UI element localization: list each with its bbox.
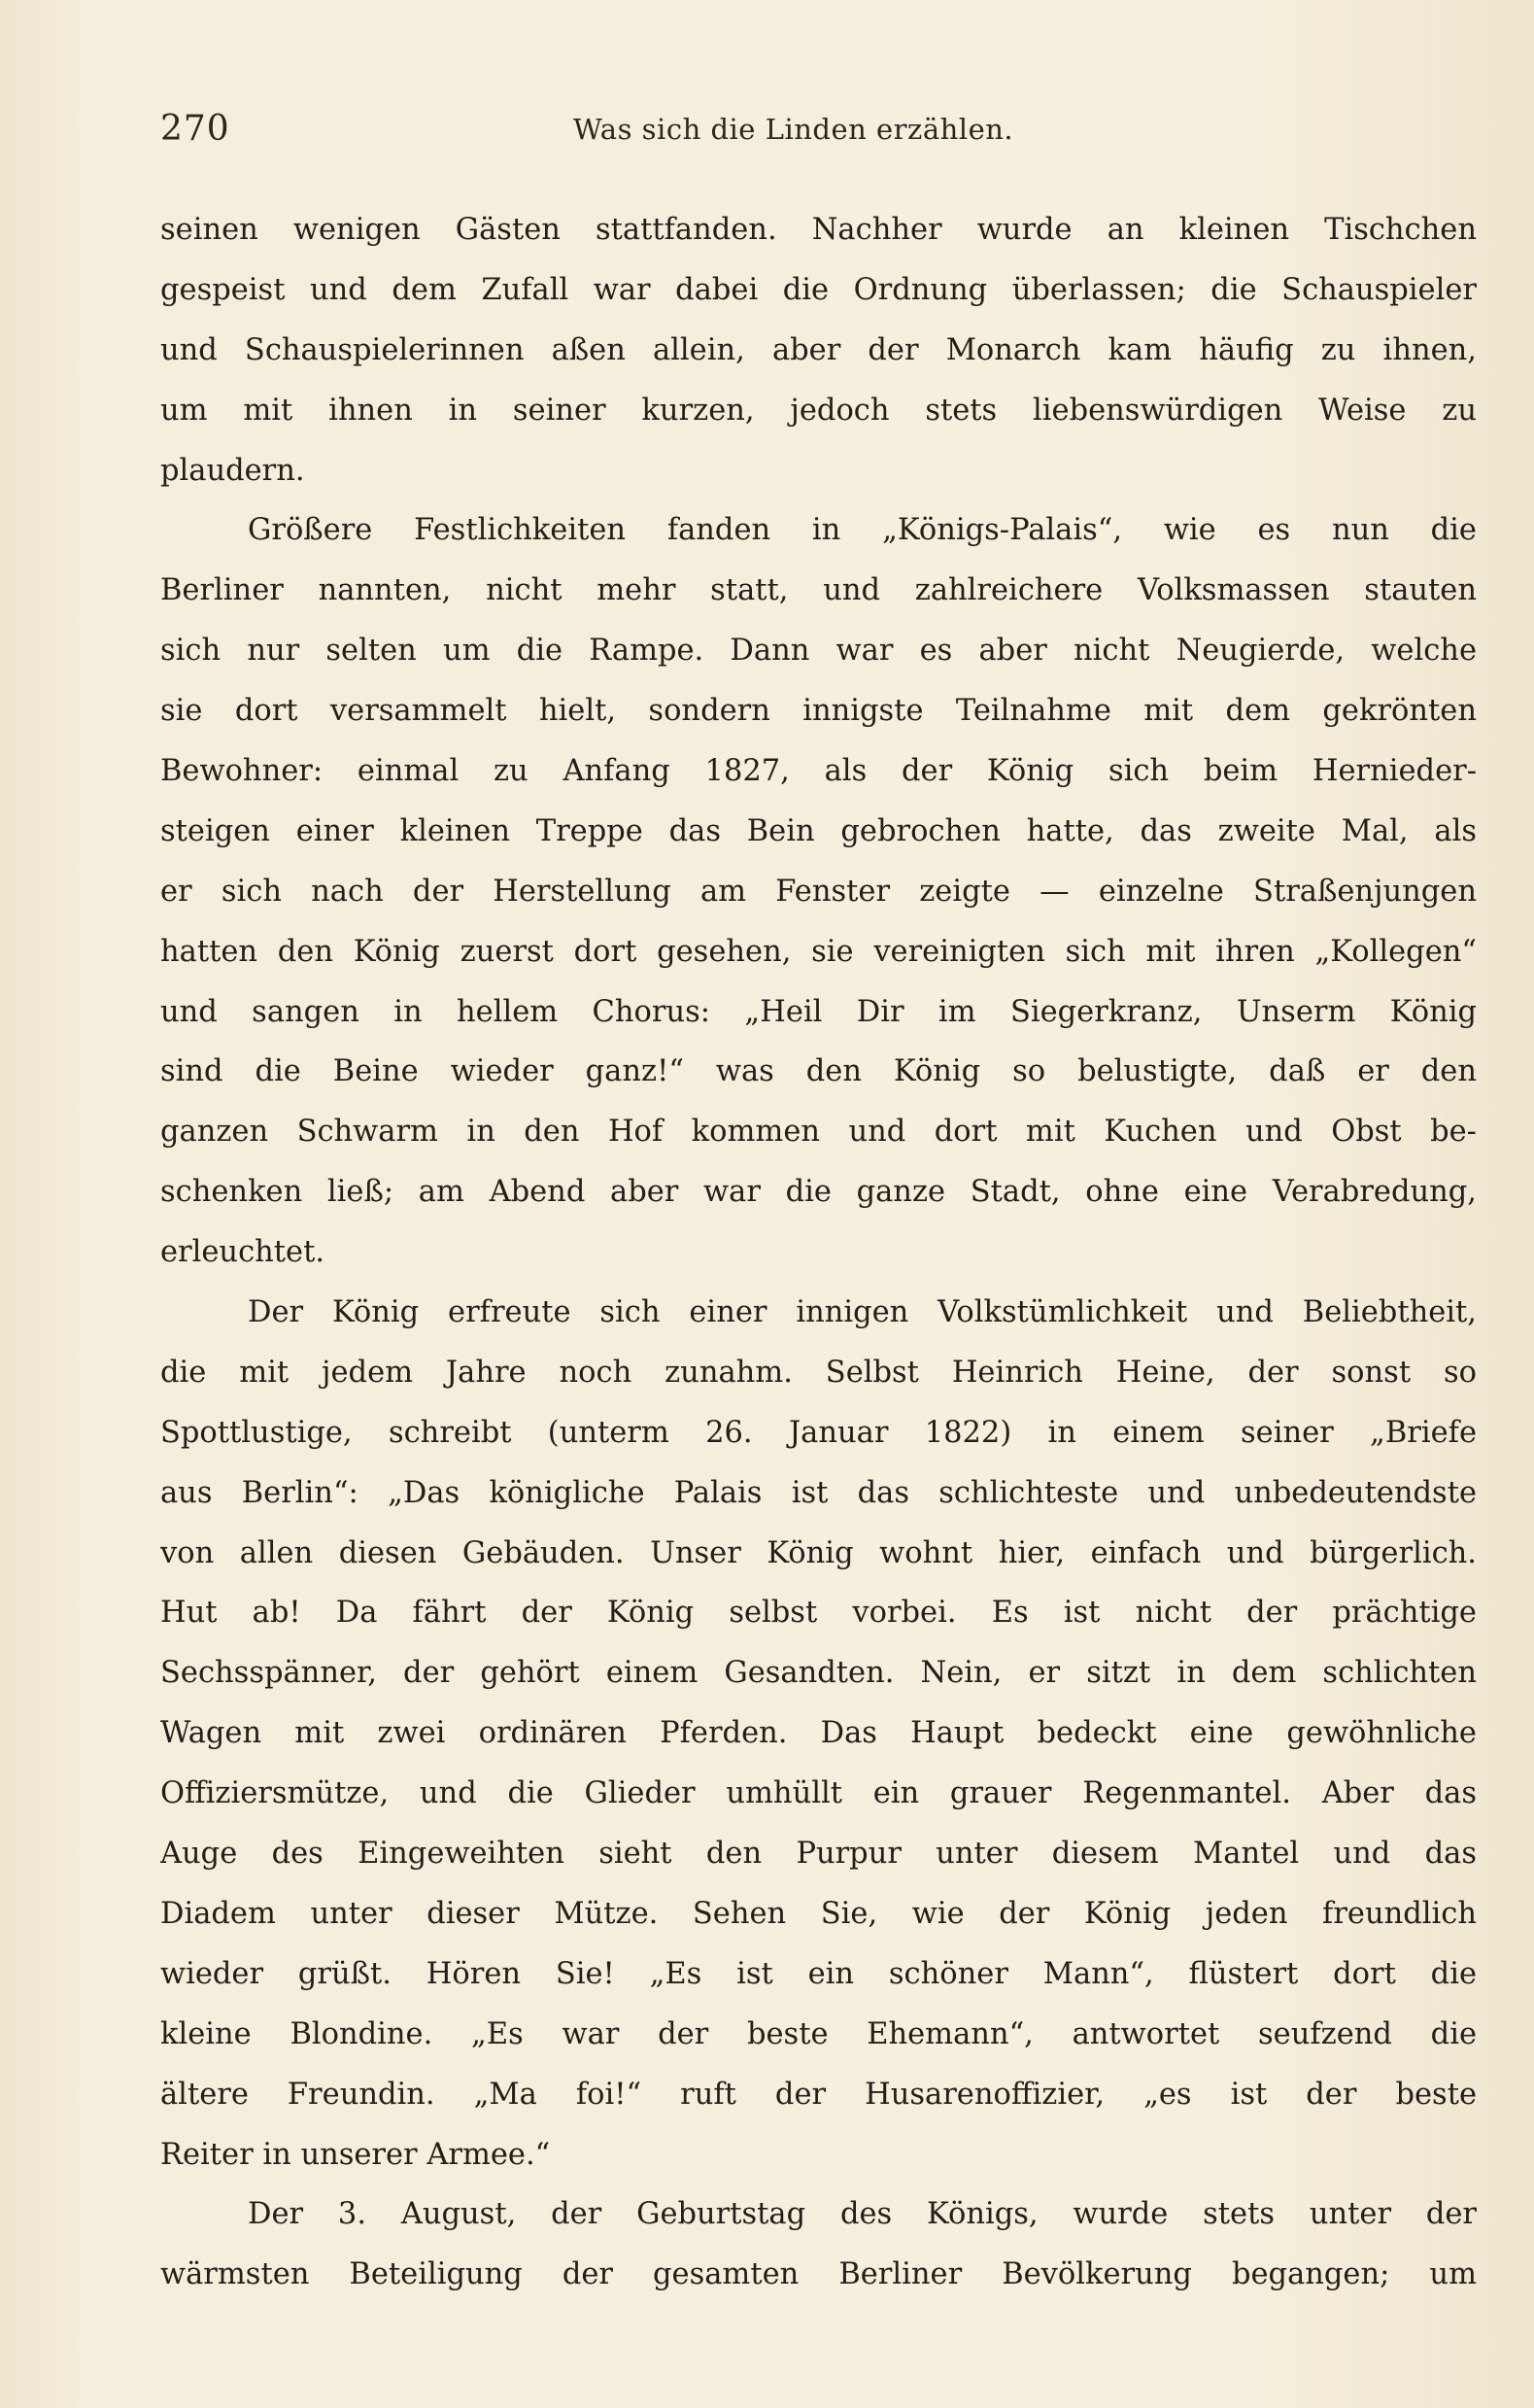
text-line: von allen diesen Gebäuden. Unser König wohnt hier, einfach und bürgerlich. <box>160 1535 1477 1570</box>
text-line: und sangen in hellem Chorus: „Heil Dir im Siegerkranz, Unserm König <box>160 994 1477 1029</box>
text-line: steigen einer kleinen Treppe das Bein gebrochen hatte, das zweite Mal, als <box>160 813 1477 848</box>
text-line: Diadem unter dieser Mütze. Sehen Sie, wie der König jeden freundlich <box>160 1896 1477 1931</box>
text-line: ältere Freundin. „Ma foi!“ ruft der Husarenoffizier, „es ist der beste <box>160 2077 1477 2112</box>
text-line: Wagen mit zwei ordinären Pferden. Das Haupt bedeckt eine gewöhnliche <box>160 1716 1477 1751</box>
text-line: kleine Blondine. „Es war der beste Ehemann“, antwortet seufzend die <box>160 2016 1477 2051</box>
text-line: sie dort versammelt hielt, sondern innigste Teilnahme mit dem gekrönten <box>160 694 1477 729</box>
text-line: Spottlustige, schreibt (unterm 26. Januar 1822) in einem seiner „Briefe <box>160 1415 1477 1450</box>
text-line: sind die Beine wieder ganz!“ was den König so belustigte, daß er den <box>160 1054 1477 1089</box>
text-line: Auge des Eingeweihten sieht den Purpur unter diesem Mantel und das <box>160 1837 1477 1872</box>
text-line: wieder grüßt. Hören Sie! „Es ist ein schöner Mann“, flüstert dort die <box>160 1956 1477 1991</box>
text-line: Bewohner: einmal zu Anfang 1827, als der König sich beim Hernieder- <box>160 754 1477 789</box>
text-line: Reiter in unserer Armee.“ <box>160 2137 551 2172</box>
text-line: die mit jedem Jahre noch zunahm. Selbst Heinrich Heine, der sonst so <box>160 1355 1477 1390</box>
text-line: Offiziersmütze, und die Glieder umhüllt ein grauer Regenmantel. Aber das <box>160 1776 1477 1811</box>
text-line: Hut ab! Da fährt der König selbst vorbei. Es ist nicht der prächtige <box>160 1596 1477 1631</box>
text-line: Der 3. August, der Geburtstag des Königs, wurde stets unter der <box>248 2197 1477 2232</box>
text-line: Sechsspänner, der gehört einem Gesandten. Nein, er sitzt in dem schlichten <box>160 1656 1477 1691</box>
page-header <box>160 109 1477 157</box>
text-line: er sich nach der Herstellung am Fenster zeigte — einzelne Straßenjungen <box>160 874 1477 909</box>
text-line: Größere Festlichkeiten fanden in „Königs-Palais“, wie es nun die <box>248 513 1477 548</box>
text-line: sich nur selten um die Rampe. Dann war es aber nicht Neugierde, welche <box>160 634 1477 669</box>
page-number: 270 <box>160 109 230 149</box>
text-line: um mit ihnen in seiner kurzen, jedoch stets liebenswürdigen Weise zu <box>160 393 1477 428</box>
text-line: ganzen Schwarm in den Hof kommen und dort mit Kuchen und Obst be- <box>160 1115 1477 1150</box>
text-line: wärmsten Beteiligung der gesamten Berliner Bevölkerung begangen; um <box>160 2257 1477 2292</box>
text-line: und Schauspielerinnen aßen allein, aber der Monarch kam häufig zu ihnen, <box>160 332 1477 367</box>
text-line: aus Berlin“: „Das königliche Palais ist das schlichteste und unbedeutendste <box>160 1475 1477 1510</box>
text-line: plaudern. <box>160 453 305 488</box>
text-line: gespeist und dem Zufall war dabei die Ordnung überlassen; die Schauspieler <box>160 272 1477 307</box>
body-text <box>160 200 1477 2305</box>
text-line: erleuchtet. <box>160 1235 325 1270</box>
text-line: schenken ließ; am Abend aber war die ganze Stadt, ohne eine Verabredung, <box>160 1175 1477 1210</box>
running-title: Was sich die Linden erzählen. <box>573 113 1014 146</box>
text-line: Berliner nannten, nicht mehr statt, und zahlreichere Volksmassen stauten <box>160 573 1477 608</box>
text-line: Der König erfreute sich einer innigen Volkstümlichkeit und Beliebtheit, <box>248 1295 1477 1330</box>
text-line: seinen wenigen Gästen stattfanden. Nachher wurde an kleinen Tischchen <box>160 213 1477 247</box>
text-line: hatten den König zuerst dort gesehen, sie vereinigten sich mit ihren „Kollegen“ <box>160 934 1477 969</box>
